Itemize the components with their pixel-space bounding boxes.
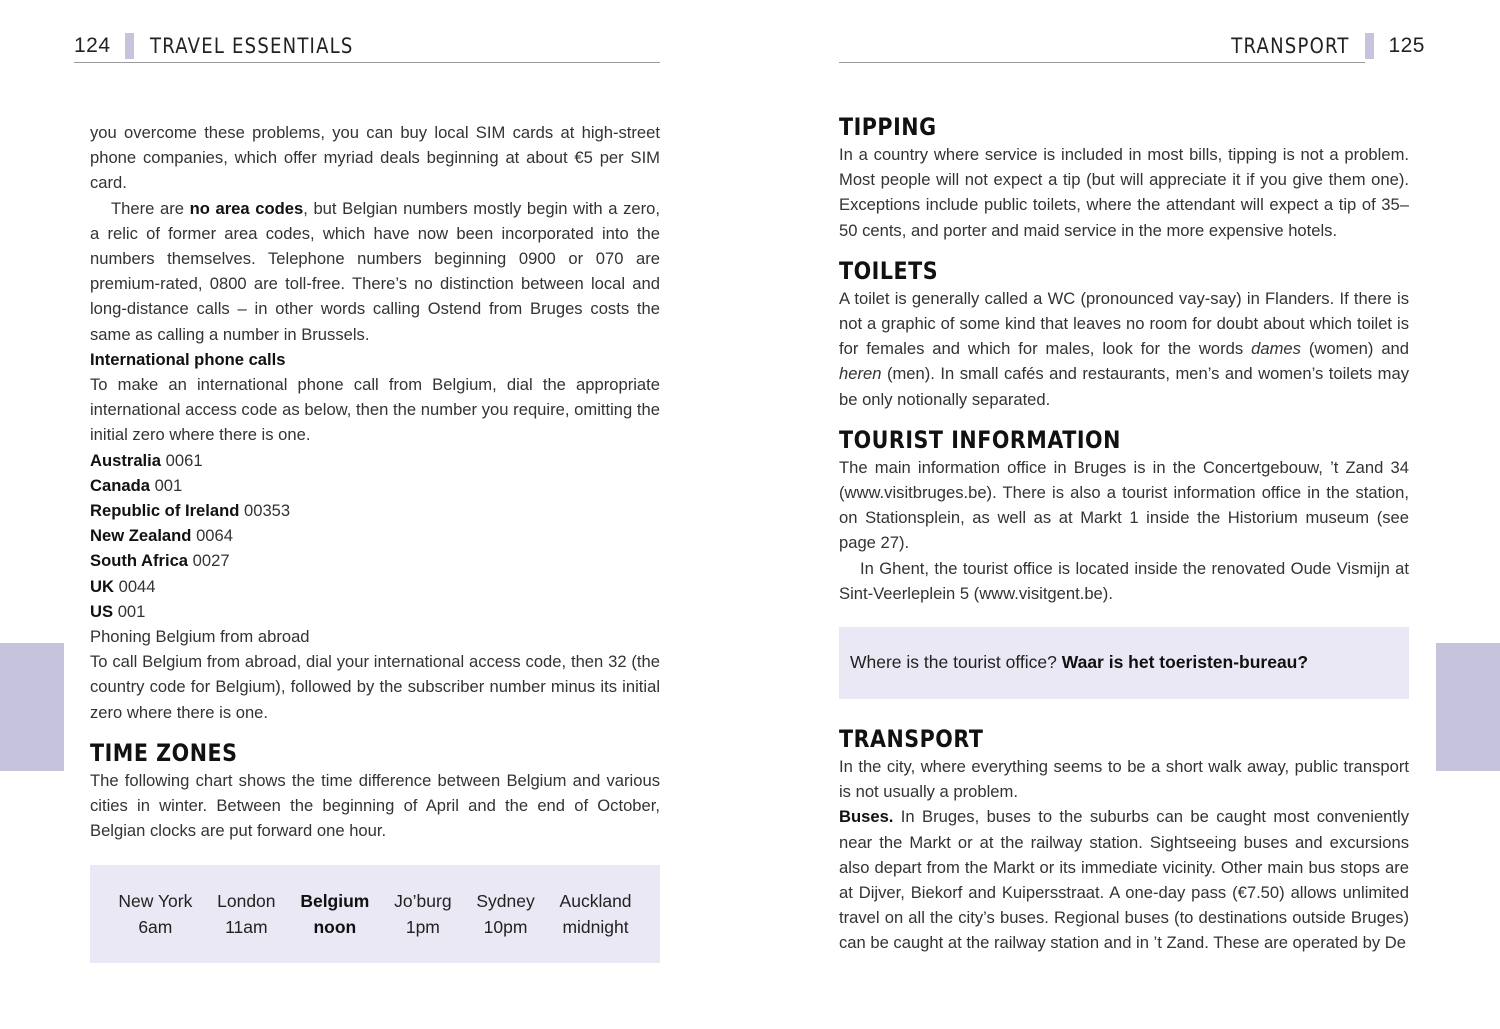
time-zones-section: [90, 738, 660, 964]
paragraph-tourist-ghent: In Ghent, the tourist office is located inside the renovated Oude Vismijn at Sint-Veerleplein 5 (www.visitgent.be).: [839, 558, 1409, 603]
running-title: TRAVEL ESSENTIALS: [149, 34, 354, 58]
running-title: TRANSPORT: [1231, 34, 1350, 58]
time-zone-item: Sydney 10pm: [476, 891, 535, 938]
paragraph-buses: Buses. In Bruges, buses to the suburbs can be caught most conveniently near the Markt or at the railway station. Sightseeing buses and excursions also depart from the Markt or its immediate vicinity. Other main bus stops are at Dijver, Biekorf and Kuipersstraat. A one-day pass (€7.50) allows unlimited travel on all the city’s buses. Regional buses (to destinations outside Bruges) can be caught at the railway station and in ’t Zand. These are operated by De: [839, 807, 1409, 953]
transport-heading: TRANSPORT: [839, 725, 984, 754]
paragraph-transport: In the city, where everything seems to be a short walk away, public transport is not usually a problem.: [839, 757, 1409, 802]
left-column: [90, 120, 660, 963]
time-zone-item: Jo’burg 1pm: [394, 891, 452, 938]
tourist-info-heading: TOURIST INFORMATION: [839, 425, 1121, 454]
running-head-rule: [839, 62, 1365, 63]
intl-calls-heading: International phone calls: [90, 349, 286, 369]
page-number: 124: [74, 34, 111, 57]
right-column: [839, 112, 1409, 956]
toilets-heading: TOILETS: [839, 256, 939, 285]
time-zones-heading: TIME ZONES: [90, 738, 238, 767]
running-head-bar: [1365, 33, 1374, 59]
code-row: Republic of Ireland 00353: [90, 501, 291, 521]
code-row: Australia 0061: [90, 450, 203, 470]
paragraph-tourist-bruges: The main information office in Bruges is in the Concertgebouw, ’t Zand 34 (www.visitbruges.be). There is also a tourist information office in the station, on Stationsplein, as well as at Markt 1 inside the Historium museum (see page 27).: [839, 457, 1409, 553]
right-page: [750, 0, 1500, 1029]
tipping-heading: TIPPING: [839, 113, 937, 141]
code-row: UK 0044: [90, 576, 156, 596]
paragraph-tipping: In a country where service is included in most bills, tipping is not a problem. Most people will not expect a tip (but will appreciate it if you give them one). Exceptions include public toilets, where the attendant will expect a tip of 35–50 cents, and porter and maid service in the more expensive hotels.: [839, 145, 1409, 240]
paragraph-abroad: To call Belgium from abroad, dial your international access code, then 32 (the country code for Belgium), followed by the subscriber number minus its initial zero where there is one.: [90, 652, 660, 722]
paragraph-sim-cards: you overcome these problems, you can buy local SIM cards at high-street phone companies, which offer myriad deals beginning at about €5 per SIM card.: [90, 123, 660, 193]
buses-label: Buses.: [839, 807, 894, 827]
code-row: South Africa 0027: [90, 551, 230, 571]
phrase-box: [839, 627, 1409, 699]
left-running-head: [74, 30, 660, 63]
tourist-section: [839, 425, 1409, 699]
code-row: US 001: [90, 601, 146, 621]
code-list: [90, 448, 660, 624]
running-head-bar: [125, 33, 134, 59]
thumb-tab-left: [0, 643, 64, 771]
time-zone-item: Auckland midnight: [559, 891, 632, 938]
abroad-heading: Phoning Belgium from abroad: [90, 627, 310, 647]
right-running-head: [839, 30, 1425, 62]
code-row: New Zealand 0064: [90, 526, 233, 546]
thumb-tab-right: [1436, 643, 1500, 771]
phrase-dutch: Waar is het toeristen-bureau?: [1061, 652, 1309, 673]
time-zone-chart: [90, 865, 660, 963]
time-zone-item-belgium: Belgium noon: [300, 891, 370, 938]
phrase-english: Where is the tourist office?: [850, 652, 1062, 673]
paragraph-time-zones: The following chart shows the time difference between Belgium and various cities in winter. Between the beginning of April and the end of October, Belgian clocks are put forward one hour.: [90, 770, 660, 841]
time-zone-item: New York 6am: [118, 891, 193, 938]
toilets-section: [839, 256, 1409, 412]
time-zone-item: London 11am: [217, 891, 276, 938]
code-row: Canada 001: [90, 475, 183, 495]
no-area-codes-bold: no area codes: [189, 198, 304, 218]
page-number: 125: [1388, 34, 1425, 57]
paragraph-toilets: A toilet is generally called a WC (pronounced vay-say) in Flanders. If there is not a graphic of some kind that leaves no room for doubt about which toilet is for females and which for males, look for the words dames (women) and heren (men). In small cafés and restaurants, men’s and women’s toilets may be only notionally separated.: [839, 288, 1409, 409]
paragraph-intl-calls: To make an international phone call from Belgium, dial the appropriate international access code as below, then the number you require, omitting the initial zero where there is one.: [90, 375, 660, 445]
paragraph-area-codes: There are no area codes, but Belgian numbers mostly begin with a zero, a relic of former area codes, which have now been incorporated into the numbers themselves. Telephone numbers beginning 0900 or 070 are premium-rated, 0800 are toll-free. There’s no distinction between local and long-distance calls – in other words calling Ostend from Bruges costs the same as calling a number in Brussels.: [90, 198, 660, 344]
transport-section: [839, 724, 1409, 956]
